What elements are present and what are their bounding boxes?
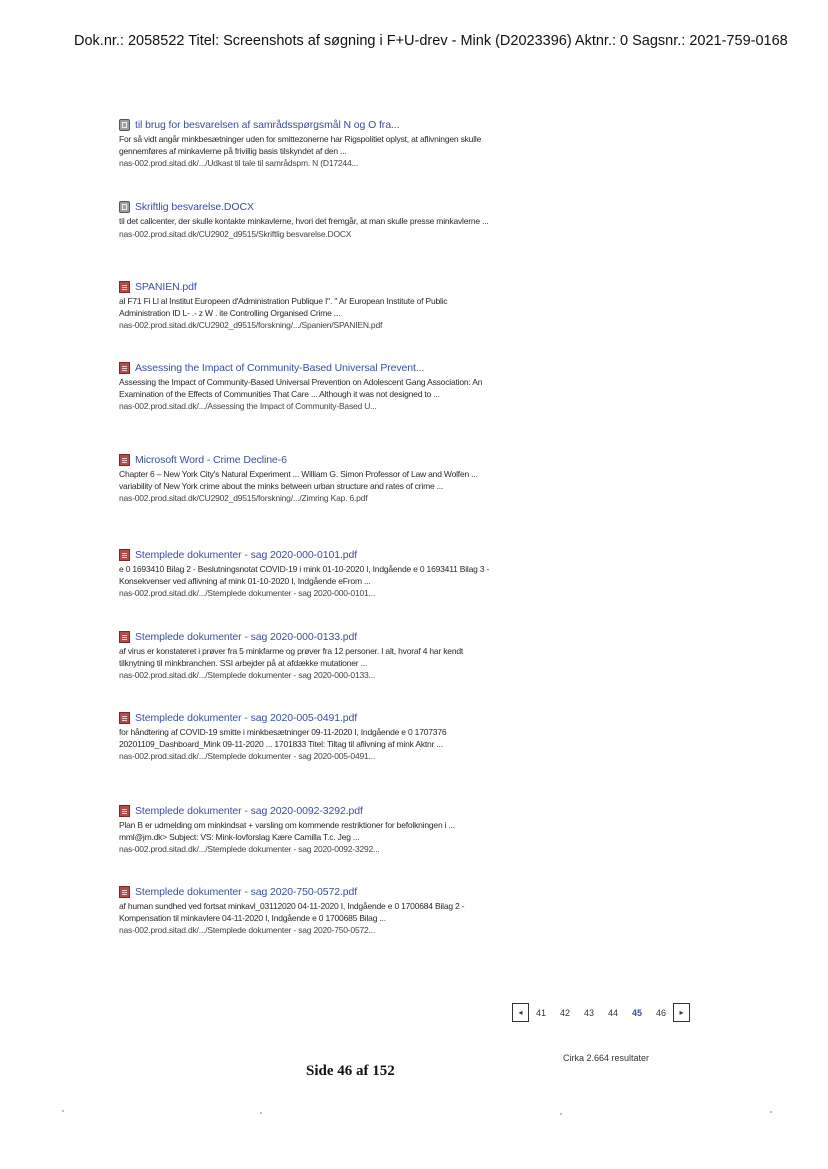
result-snippet: af virus er konstateret i prøver fra 5 minkfarme og prøver fra 12 personer. I alt, hvoraf 4 har kendt tilknytning til minkbranchen. SSI arbejder på at afdække mutationer ... [119,646,464,668]
result-title-link[interactable]: Stemplede dokumenter - sag 2020-750-0572.pdf [135,886,358,898]
result-url: nas-002.prod.sitad.dk/.../Stemplede dokumenter - sag 2020-0092-3292... [119,844,380,854]
result-url: nas-002.prod.sitad.dk/.../Stemplede dokumenter - sag 2020-750-0572... [119,925,376,935]
result-title-row[interactable] [119,361,499,375]
result-snippet: Chapter 6 – New York City's Natural Experiment ... William G. Simon Professor of Law and Wolfen ... variability of New York crime about the minks between urban structure and rates of crime ... [119,469,478,491]
result-url: nas-002.prod.sitad.dk/.../Stemplede dokumenter - sag 2020-000-0101... [119,588,376,598]
result-title-row[interactable] [119,118,499,132]
search-result [119,118,499,169]
previous-page-button[interactable]: ◂ [512,1003,529,1022]
page-link-current[interactable]: 45 [631,1007,642,1018]
result-snippet: Assessing the Impact of Community-Based Universal Prevention on Adolescent Gang Association: An Examination of the Effects of Communities That Care ... Although it was not designed to ... [119,377,483,399]
result-title-row[interactable] [119,711,499,725]
pdf-icon [119,362,130,374]
result-url: nas-002.prod.sitad.dk/.../Stemplede dokumenter - sag 2020-005-0491... [119,751,376,761]
result-count: Cirka 2.664 resultater [563,1053,650,1063]
result-title-row[interactable] [119,630,499,644]
result-snippet: Plan B er udmelding om minkindsat + varsling om kommende restriktioner for befolkningen i ... mml@jm.dk> Subject: VS: Mink-lovforslag Kære Camilla T.c. Jeg ... [119,820,455,842]
result-snippet: e 0 1693410 Bilag 2 - Beslutningsnotat COVID-19 i mink 01-10-2020 I, Indgående e 0 1693411 Bilag 3 - Konsekvenser ved aflivning af mink 01-10-2020 I, Indgående eFrom ... [119,564,490,586]
result-title-link[interactable]: Microsoft Word - Crime Decline-6 [135,454,287,466]
result-title-link[interactable]: Stemplede dokumenter - sag 2020-000-0133.pdf [135,631,358,643]
search-result [119,885,499,936]
scan-speck [260,1112,262,1114]
search-result [119,280,499,331]
search-result [119,200,499,240]
result-title-link[interactable]: Assessing the Impact of Community-Based Universal Prevent... [135,362,425,374]
search-result [119,804,499,855]
page-link[interactable]: 46 [655,1007,666,1018]
result-title-row[interactable] [119,885,499,899]
document-icon [119,119,130,131]
document-icon [119,201,130,213]
result-url: nas-002.prod.sitad.dk/.../Udkast til tale til samrådspm. N (D17244... [119,158,358,168]
scan-speck [62,1110,64,1112]
search-result [119,548,499,599]
pagination [512,1003,690,1022]
pdf-icon [119,281,130,293]
result-title-row[interactable] [119,280,499,294]
result-url: nas-002.prod.sitad.dk/.../Stemplede dokumenter - sag 2020-000-0133... [119,670,376,680]
next-page-button[interactable]: ▸ [673,1003,690,1022]
pdf-icon [119,805,130,817]
result-title-row[interactable] [119,453,499,467]
page-link[interactable]: 43 [583,1007,594,1018]
result-snippet: for håndtering af COVID-19 smitte i minkbesætninger 09-11-2020 I, Indgående e 0 1707376 20201109_Dashboard_Mink 09-11-2020 ... 1701833 Titel: Tiltag til aflivning af mink Aktnr ... [119,727,447,749]
pdf-icon [119,886,130,898]
result-snippet: For så vidt angår minkbesætninger uden for smittezonerne har Rigspolitiet oplyst, at aflivningen skulle gennemføres af minkavlerne på frivillig basis tilskyndet af den ... [119,134,482,156]
scan-speck [560,1113,562,1115]
result-url: nas-002.prod.sitad.dk/CU2902_d9515/forskning/.../Spanien/SPANIEN.pdf [119,320,383,330]
result-title-link[interactable]: Skriftlig besvarelse.DOCX [135,201,254,213]
scan-speck [770,1111,772,1113]
pdf-icon [119,454,130,466]
pdf-icon [119,549,130,561]
page-number-footer: Side 46 af 152 [306,1063,395,1079]
result-title-link[interactable]: SPANIEN.pdf [135,281,197,293]
result-url: nas-002.prod.sitad.dk/.../Assessing the Impact of Community-Based U... [119,401,377,411]
page-link[interactable]: 44 [607,1007,618,1018]
page-link[interactable]: 41 [535,1007,546,1018]
search-result [119,453,499,504]
search-result [119,711,499,762]
result-url: nas-002.prod.sitad.dk/CU2902_d9515/Skriftlig besvarelse.DOCX [119,228,352,239]
document-header: Dok.nr.: 2058522 Titel: Screenshots af søgning i F+U-drev - Mink (D2023396) Aktnr.: 0 Sagsnr.: 2021-759-0168 [74,33,788,49]
result-title-row[interactable] [119,548,499,562]
result-url: nas-002.prod.sitad.dk/CU2902_d9515/forskning/.../Zimring Kap. 6.pdf [119,493,368,503]
result-snippet: al F71 Fi Ll al Institut Europeen d'Administration Publique I". " Ar European Institute of Public Administration ID L- .- z W . ite Controlling Organised Crime ... [119,296,448,318]
search-result [119,630,499,681]
result-snippet: af human sundhed ved fortsat minkavl_03112020 04-11-2020 I, Indgående e 0 1700684 Bilag 2 - Kompensation til minkavlere 04-11-2020 I, Indgående e 0 1700685 Bilag ... [119,901,465,923]
result-title-link[interactable]: Stemplede dokumenter - sag 2020-0092-3292.pdf [135,805,363,817]
pdf-icon [119,712,130,724]
result-title-link[interactable]: til brug for besvarelsen af samrådsspørgsmål N og O fra... [135,119,400,131]
pdf-icon [119,631,130,643]
search-result [119,361,499,412]
result-title-link[interactable]: Stemplede dokumenter - sag 2020-000-0101.pdf [135,549,358,561]
result-title-row[interactable] [119,200,499,214]
result-title-link[interactable]: Stemplede dokumenter - sag 2020-005-0491.pdf [135,712,358,724]
result-title-row[interactable] [119,804,499,818]
result-snippet: til det callcenter, der skulle kontakte minkavlerne, hvori det fremgår, at man skulle presse minkavlerne ... [119,216,489,226]
page-link[interactable]: 42 [559,1007,570,1018]
